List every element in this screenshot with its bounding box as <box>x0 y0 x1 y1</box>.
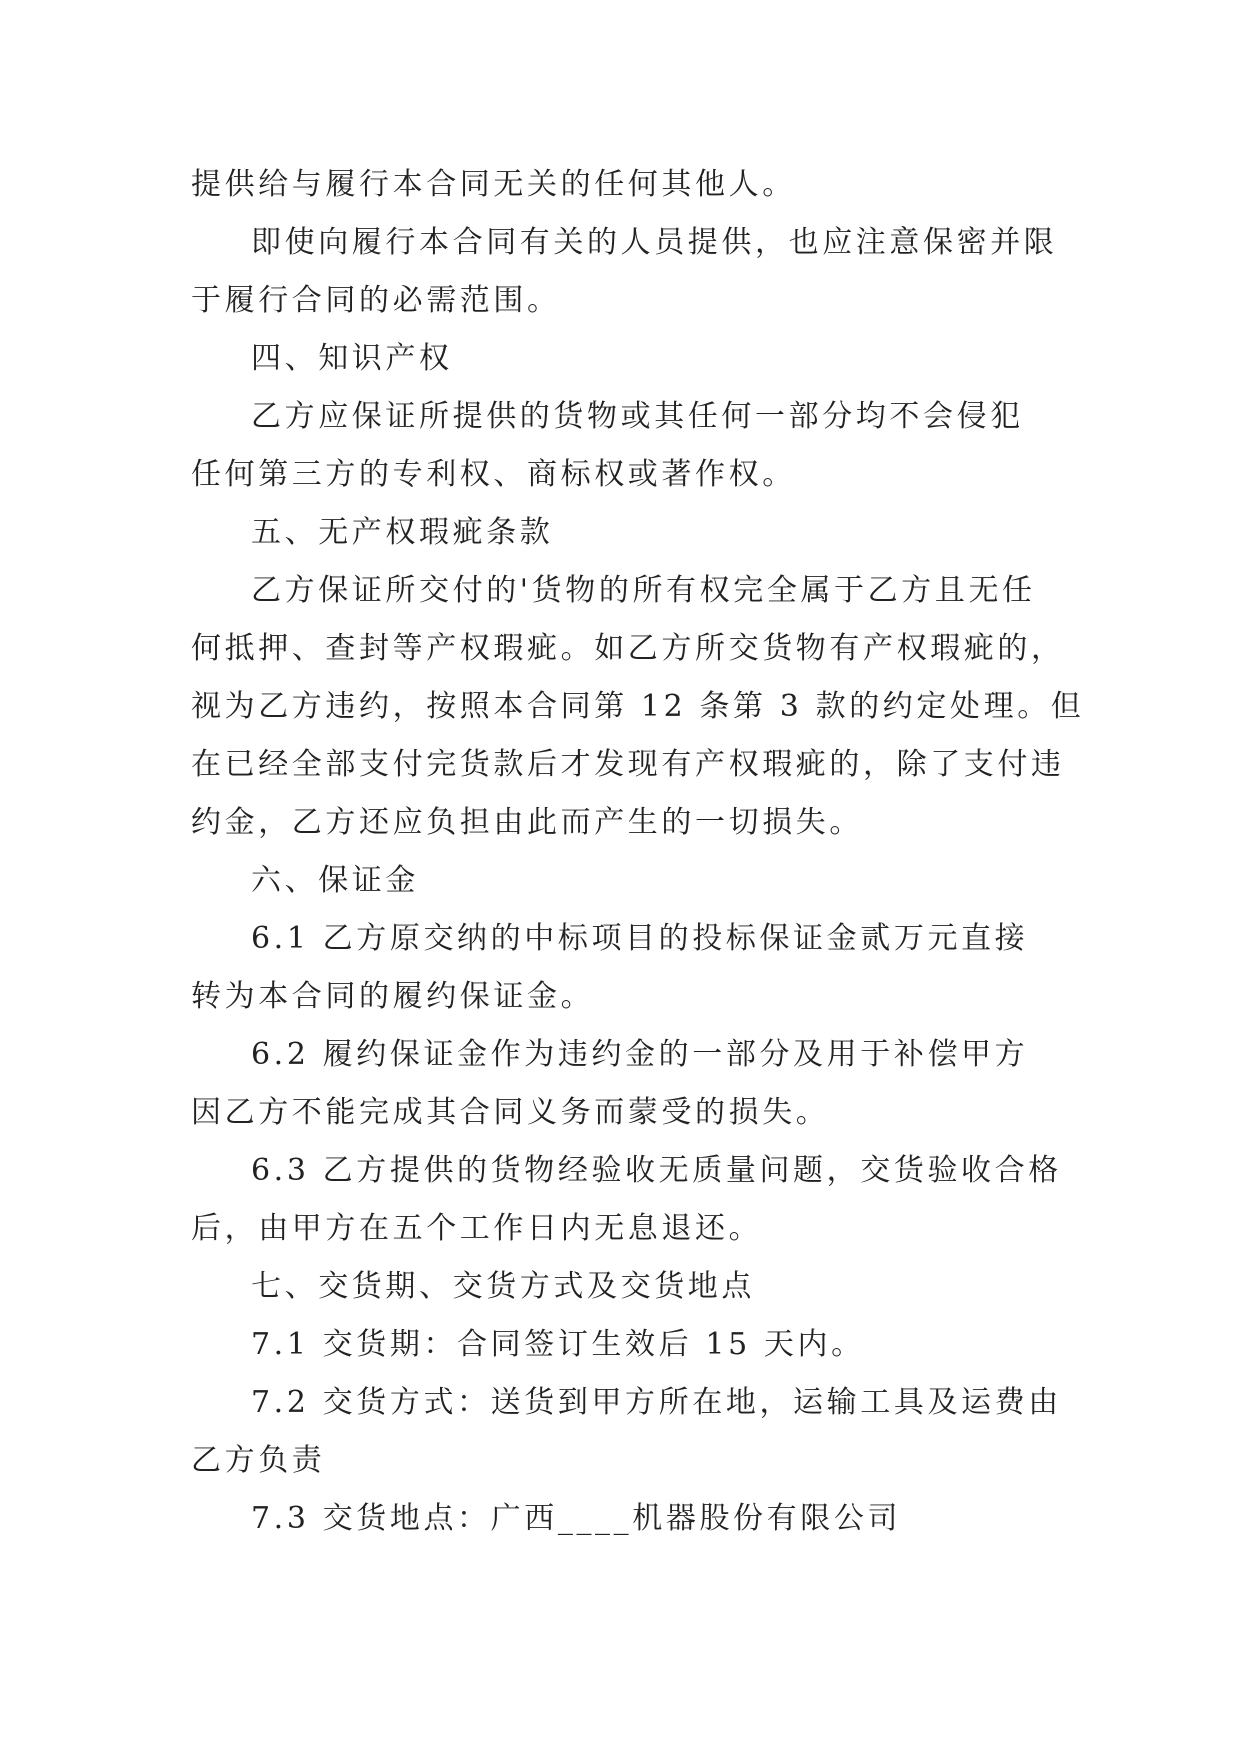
text-line: 视为乙方违约，按照本合同第 12 条第 3 款的约定处理。但 <box>191 689 1085 724</box>
text-line: 提供给与履行本合同无关的任何其他人。 <box>191 167 796 202</box>
text-line: 乙方负责 <box>191 1443 326 1478</box>
document-body <box>191 156 1085 1548</box>
text-line: 7.1 交货期：合同签订生效后 15 天内。 <box>251 1327 865 1362</box>
text-line: 乙方应保证所提供的货物或其任何一部分均不会侵犯 <box>251 399 1024 434</box>
section-heading: 七、交货期、交货方式及交货地点 <box>251 1269 755 1304</box>
text-line: 即使向履行本合同有关的人员提供，也应注意保密并限 <box>251 225 1058 260</box>
text-line: 6.1 乙方原交纳的中标项目的投标保证金贰万元直接 <box>251 921 1029 956</box>
text-line: 乙方保证所交付的'货物的所有权完全属于乙方且无任 <box>251 573 1036 608</box>
text-line: 7.2 交货方式：送货到甲方所在地，运输工具及运费由 <box>251 1385 1062 1420</box>
section-heading: 六、保证金 <box>251 863 419 898</box>
text-line: 在已经全部支付完货款后才发现有产权瑕疵的，除了支付违 <box>191 747 1065 782</box>
text-line: 因乙方不能完成其合同义务而蒙受的损失。 <box>191 1095 830 1130</box>
text-line: 转为本合同的履约保证金。 <box>191 979 595 1014</box>
text-line: 后，由甲方在五个工作日内无息退还。 <box>191 1211 763 1246</box>
text-line: 任何第三方的专利权、商标权或著作权。 <box>191 457 796 492</box>
section-heading: 四、知识产权 <box>251 341 453 376</box>
text-line: 何抵押、查封等产权瑕疵。如乙方所交货物有产权瑕疵的， <box>191 631 1065 666</box>
text-line: 约金，乙方还应负担由此而产生的一切损失。 <box>191 805 863 840</box>
section-heading: 五、无产权瑕疵条款 <box>251 515 554 550</box>
text-line: 于履行合同的必需范围。 <box>191 283 561 318</box>
text-line: 7.3 交货地点：广西____机器股份有限公司 <box>251 1501 902 1536</box>
text-line: 6.2 履约保证金作为违约金的一部分及用于补偿甲方 <box>251 1037 1029 1072</box>
text-line: 6.3 乙方提供的货物经验收无质量问题，交货验收合格 <box>251 1153 1062 1188</box>
